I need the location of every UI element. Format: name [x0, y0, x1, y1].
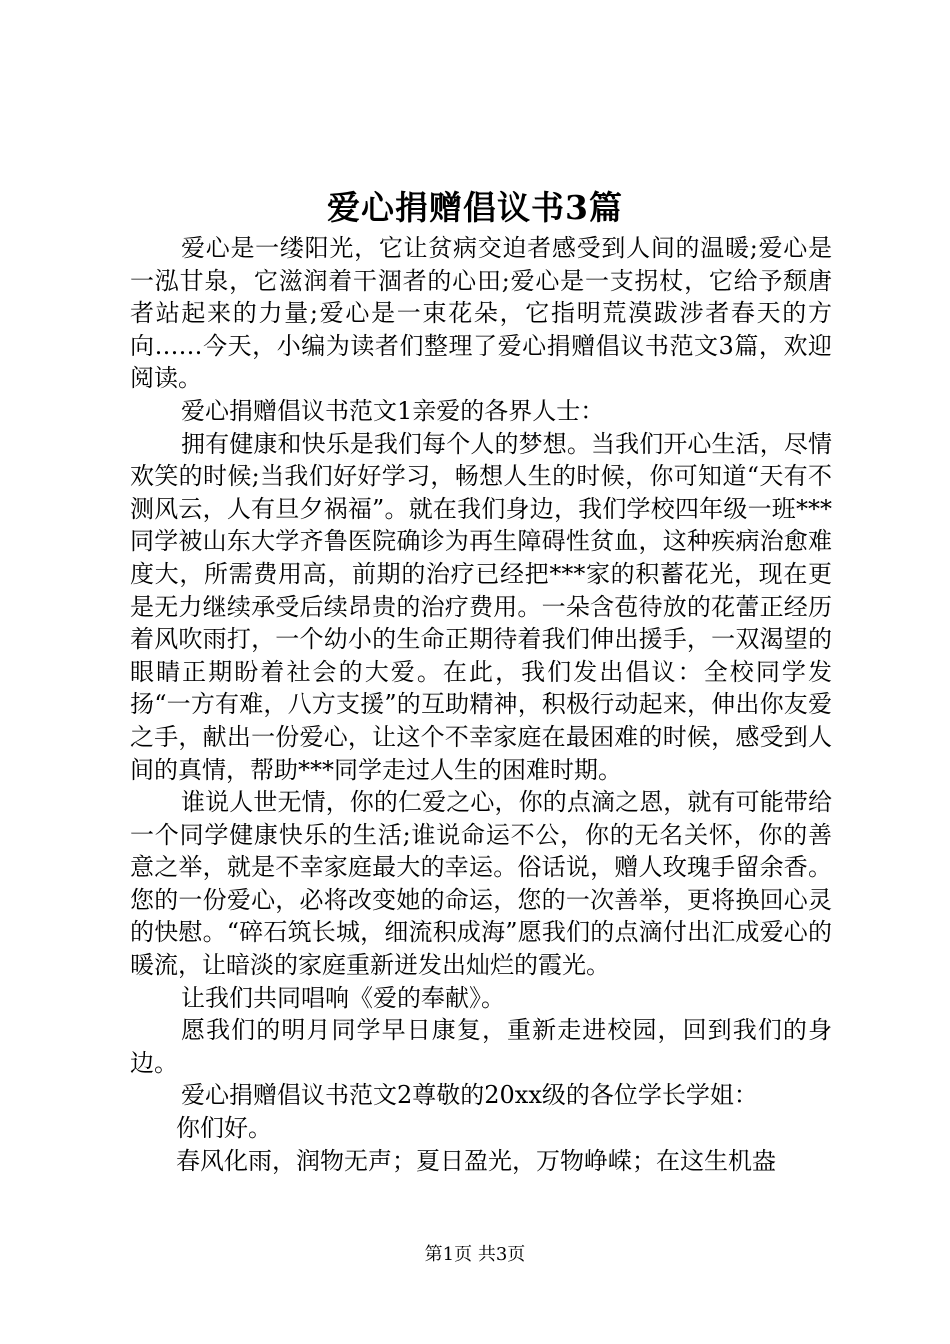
document-title: 爱心捐赠倡议书3篇: [327, 188, 623, 227]
body-paragraph: 谁说人世无情，你的仁爱之心，你的点滴之恩，就有可能带给一个同学健康快乐的生活;谁说命运不公，你的无名关怀，你的善意之举，就是不幸家庭最大的幸运。俗话说，赠人玫瑰手留余香。您的一份爱心，必将改变她的命运，您的一次善举，更将换回心灵的快慰。“碎石筑长城，细流积成海”愿我们的点滴付出汇成爱心的暖流，让暗淡的家庭重新迸发出灿烂的霞光。: [130, 788, 832, 980]
body-paragraph: 愿我们的明月同学早日康复，重新走进校园，回到我们的身边。: [130, 1016, 832, 1077]
sample-2-heading-paragraph: 爱心捐赠倡议书范文2尊敬的20xx级的各位学长学姐：: [181, 1081, 758, 1110]
body-paragraph: 让我们共同唱响《爱的奉献》。: [181, 983, 505, 1012]
greeting-paragraph: 你们好。: [176, 1114, 272, 1143]
body-paragraph: 拥有健康和快乐是我们每个人的梦想。当我们开心生活，尽情欢笑的时候;当我们好好学习，畅想人生的时候，你可知道“天有不测风云，人有旦夕祸福”。就在我们身边，我们学校四年级一班***同学被山东大学齐鲁医院确诊为再生障碍性贫血，这种疾病治愈难度大，所需费用高，前期的治疗已经把***家的积蓄花光，现在更是无力继续承受后续昂贵的治疗费用。一朵含苞待放的花蕾正经历着风吹雨打，一个幼小的生命正期待着我们伸出援手，一双渴望的眼睛正期盼着社会的大爱。在此，我们发出倡议：全校同学发扬“一方有难，八方支援”的互助精神，积极行动起来，伸出你友爱之手，献出一份爱心，让这个不幸家庭在最困难的时候，感受到人间的真情，帮助***同学走过人生的困难时期。: [130, 429, 832, 784]
body-paragraph: 春风化雨，润物无声；夏日盈光，万物峥嵘；在这生机盎: [176, 1146, 776, 1175]
document-body: [130, 232, 832, 1177]
intro-paragraph: 爱心是一缕阳光，它让贫病交迫者感受到人间的温暖;爱心是一泓甘泉，它滋润着干涸者的心田;爱心是一支拐杖，它给予颓唐者站起来的力量;爱心是一束花朵，它指明荒漠跋涉者春天的方向……今天，小编为读者们整理了爱心捐赠倡议书范文3篇，欢迎阅读。: [130, 234, 832, 393]
page-number-footer: 第1页 共3页: [424, 1244, 526, 1265]
sample-1-heading-paragraph: 爱心捐赠倡议书范文1亲爱的各界人士：: [181, 396, 605, 425]
